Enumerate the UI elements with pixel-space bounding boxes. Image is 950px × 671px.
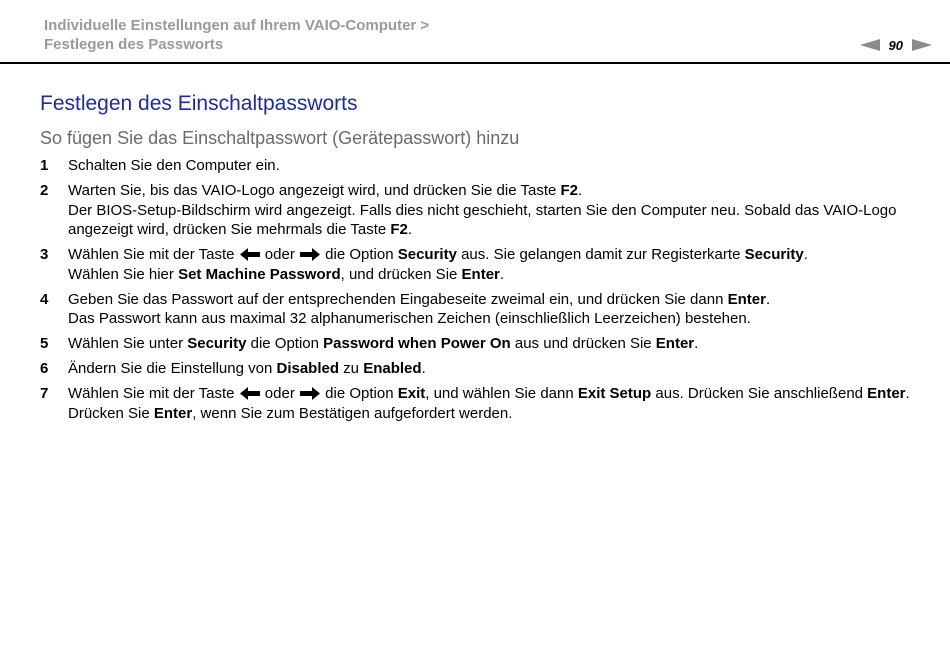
step-text-part: aus. Sie gelangen damit zur Registerkarte bbox=[456, 246, 745, 263]
step-2 bbox=[40, 181, 920, 240]
page-header bbox=[0, 0, 950, 64]
step-number: 2 bbox=[40, 182, 49, 199]
step-number: 7 bbox=[40, 385, 49, 402]
step-text-part: Warten Sie, bis das VAIO-Logo angezeigt wird, und drücken Sie die Taste bbox=[68, 182, 561, 199]
step-text-part: oder bbox=[260, 385, 299, 402]
value-disabled: Disabled bbox=[276, 360, 340, 377]
pager bbox=[860, 36, 932, 54]
step-text-part: . bbox=[694, 335, 699, 352]
page-number: 90 bbox=[888, 37, 903, 53]
right-arrow-key-icon bbox=[300, 248, 320, 261]
step-text-part: Wählen Sie mit der Taste bbox=[68, 246, 239, 263]
step-5 bbox=[40, 334, 920, 354]
header-divider bbox=[0, 62, 950, 64]
step-4 bbox=[40, 290, 920, 329]
option-exit: Exit bbox=[397, 385, 426, 402]
step-text-part: . bbox=[578, 182, 583, 199]
value-enabled: Enabled bbox=[363, 360, 422, 377]
step-text bbox=[68, 334, 920, 354]
key-f2: F2 bbox=[560, 182, 579, 199]
step-text bbox=[68, 181, 920, 240]
breadcrumb-line-2[interactable]: Festlegen des Passworts bbox=[44, 36, 224, 53]
step-text-part: aus und drücken Sie bbox=[510, 335, 656, 352]
step-text-part: die Option bbox=[321, 385, 398, 402]
step-text-part: . bbox=[499, 265, 505, 283]
breadcrumb-line-1[interactable]: Individuelle Einstellungen auf Ihrem VAIO-Computer > bbox=[44, 17, 430, 34]
key-enter: Enter bbox=[867, 385, 906, 402]
key-enter: Enter bbox=[655, 335, 695, 352]
step-text-part: , und wählen Sie dann bbox=[425, 385, 578, 402]
left-arrow-key-icon bbox=[240, 387, 260, 400]
step-text-part: Der BIOS-Setup-Bildschirm wird angezeigt. Falls dies nicht geschieht, starten Sie den Computer neu. Sobald das VAIO-Logo angezeigt wird, drücken Sie mehrmals die Taste bbox=[68, 201, 897, 238]
left-arrow-key-icon bbox=[240, 248, 260, 261]
steps-list bbox=[40, 156, 920, 429]
step-number: 6 bbox=[40, 360, 49, 377]
step-text-part: die Option bbox=[246, 335, 324, 352]
step-number: 4 bbox=[40, 290, 49, 308]
step-text-part: . bbox=[407, 221, 413, 238]
step-number: 1 bbox=[40, 157, 49, 174]
step-text bbox=[68, 359, 920, 379]
step-text-part: Geben Sie das Passwort auf der entsprechenden Eingabeseite zweimal ein, und drücken Sie dann bbox=[68, 290, 728, 308]
step-text-part: die Option bbox=[321, 246, 398, 263]
step-text-part: oder bbox=[260, 246, 299, 263]
key-enter: Enter bbox=[461, 265, 500, 283]
step-3 bbox=[40, 245, 920, 284]
section-subtitle: So fügen Sie das Einschaltpasswort (Gerätepasswort) hinzu bbox=[40, 128, 520, 148]
option-exit-setup: Exit Setup bbox=[577, 385, 652, 402]
step-text-part: Wählen Sie mit der Taste bbox=[68, 385, 239, 402]
step-text-part: . bbox=[765, 290, 771, 308]
key-f2: F2 bbox=[390, 221, 408, 238]
option-security: Security bbox=[187, 335, 247, 352]
step-text-part: . bbox=[905, 385, 910, 402]
next-page-icon[interactable] bbox=[912, 39, 932, 51]
step-7 bbox=[40, 384, 920, 423]
step-text bbox=[68, 384, 920, 423]
page-title: Festlegen des Einschaltpassworts bbox=[40, 92, 358, 115]
breadcrumb bbox=[44, 16, 429, 54]
step-text-part: , wenn Sie zum Bestätigen aufgefordert werden. bbox=[192, 404, 513, 422]
step-text-part: Das Passwort kann aus maximal 32 alphanumerischen Zeichen (einschließlich Leerzeichen) bestehen. bbox=[68, 310, 751, 327]
step-text-part: Schalten Sie den Computer ein. bbox=[68, 157, 280, 174]
right-arrow-key-icon bbox=[300, 387, 320, 400]
step-text-part: aus. Drücken Sie anschließend bbox=[651, 385, 868, 402]
step-text-part: zu bbox=[339, 360, 364, 377]
key-enter: Enter bbox=[153, 404, 193, 422]
step-6 bbox=[40, 359, 920, 379]
step-number: 5 bbox=[40, 335, 49, 352]
step-number: 3 bbox=[40, 246, 49, 263]
tab-security: Security bbox=[744, 246, 804, 263]
step-text-part: . bbox=[803, 246, 808, 263]
previous-page-icon[interactable] bbox=[860, 39, 880, 51]
step-text-part: , und drücken Sie bbox=[340, 265, 462, 283]
step-text bbox=[68, 156, 920, 176]
step-text bbox=[68, 290, 920, 329]
key-enter: Enter bbox=[727, 290, 766, 308]
step-text-part: Ändern Sie die Einstellung von bbox=[68, 360, 277, 377]
step-text-part: Drücken Sie bbox=[68, 404, 154, 422]
option-password-when-power-on: Password when Power On bbox=[323, 335, 511, 352]
step-text bbox=[68, 245, 920, 284]
step-text-part: . bbox=[421, 360, 426, 377]
step-text-part: Wählen Sie hier bbox=[68, 265, 179, 283]
option-security: Security bbox=[397, 246, 457, 263]
step-text-part: Wählen Sie unter bbox=[68, 335, 188, 352]
option-set-machine-password: Set Machine Password bbox=[178, 265, 341, 283]
step-1 bbox=[40, 156, 920, 176]
